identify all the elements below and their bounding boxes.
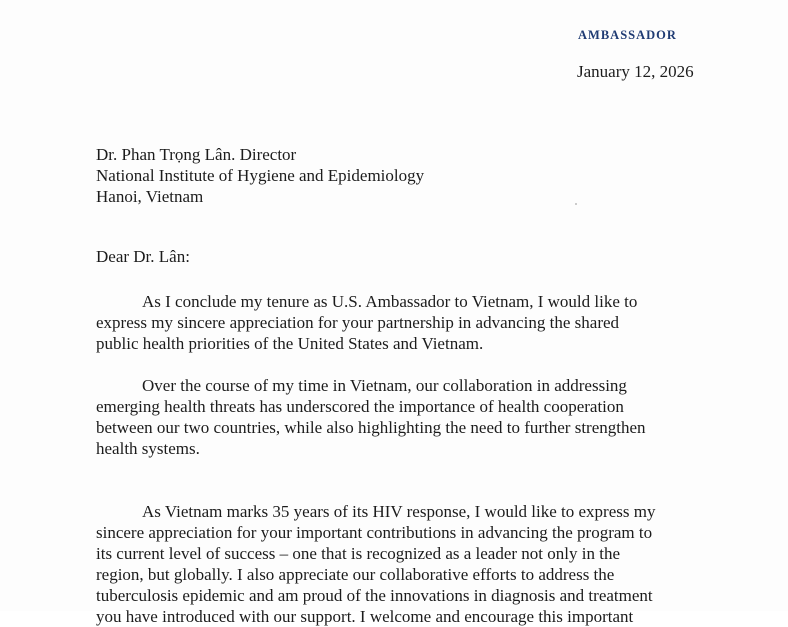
paragraph-3 <box>96 501 696 627</box>
paragraph-line: emerging health threats has underscored the importance of health cooperation <box>96 397 624 416</box>
recipient-address <box>96 144 424 207</box>
paragraph-line: its current level of success – one that is recognized as a leader not only in the <box>96 544 620 563</box>
letterhead-title: AMBASSADOR <box>578 28 677 42</box>
paragraph-line: region, but globally. I also appreciate our collaborative efforts to address the <box>96 565 615 584</box>
scan-speck <box>575 203 577 205</box>
paragraph-1 <box>96 291 696 354</box>
paragraph-line: As I conclude my tenure as U.S. Ambassador to Vietnam, I would like to <box>142 292 638 311</box>
paragraph-2 <box>96 375 696 459</box>
paragraph-line: public health priorities of the United States and Vietnam. <box>96 334 484 353</box>
paragraph-line: health systems. <box>96 439 200 458</box>
letter-date: January 12, 2026 <box>577 62 694 81</box>
paragraph-line: As Vietnam marks 35 years of its HIV response, I would like to express my <box>142 502 656 521</box>
recipient-city-line: Hanoi, Vietnam <box>96 187 204 206</box>
paragraph-line: you have introduced with our support. I welcome and encourage this important <box>96 607 634 626</box>
paragraph-line: sincere appreciation for your important contributions in advancing the program to <box>96 523 653 542</box>
paragraph-line: between our two countries, while also highlighting the need to further strengthen <box>96 418 646 437</box>
paragraph-line: express my sincere appreciation for your partnership in advancing the shared <box>96 313 620 332</box>
recipient-institution-line: National Institute of Hygiene and Epidemiology <box>96 166 425 185</box>
paragraph-line: Over the course of my time in Vietnam, our collaboration in addressing <box>142 376 627 395</box>
salutation: Dear Dr. Lân: <box>96 247 190 266</box>
paragraph-line: tuberculosis epidemic and am proud of the innovations in diagnosis and treatment <box>96 586 653 605</box>
recipient-name-line: Dr. Phan Trọng Lân. Director <box>96 145 297 164</box>
